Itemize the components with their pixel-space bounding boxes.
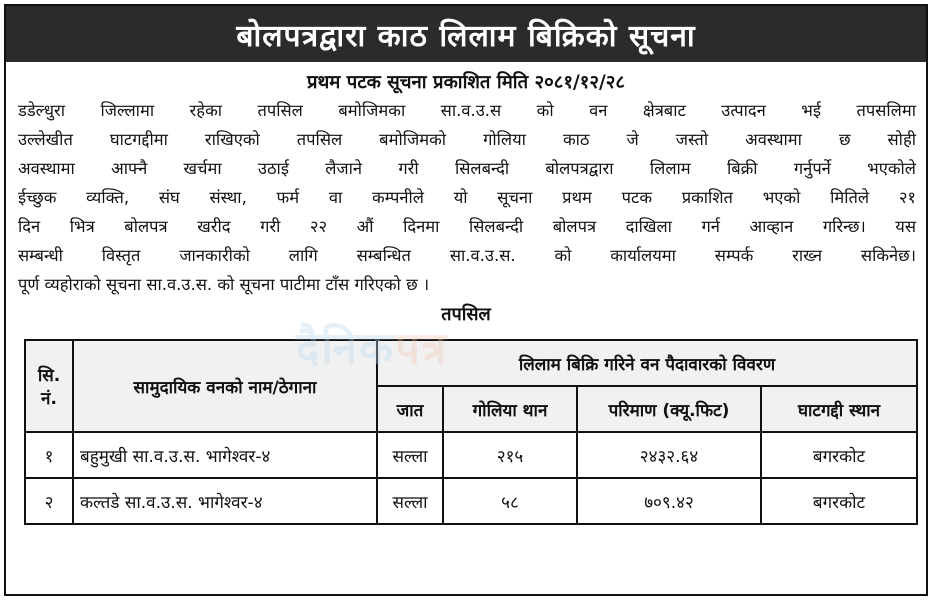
paragraph-line: दिन भित्र बोलपत्र खरीद गरी २२ औं दिनमा सिलबन्दी बोलपत्र दाखिला गर्न आव्हान गरिन्छ। यस (18, 217, 916, 236)
paragraph-line: उल्लेखीत घाटगद्दीमा राखिएको तपसिल बमोजिमको गोलिया काठ जे जस्तो अवस्थामा छ सोही (18, 130, 916, 149)
col-header-forest: सामुदायिक वनको नाम/ठेगाना (73, 340, 377, 432)
cell-depot: बगरकोट (761, 432, 917, 478)
auction-table (24, 339, 918, 525)
cell-species: सल्ला (377, 432, 443, 478)
cell-volume: २४३२.६४ (577, 432, 761, 478)
col-header-sn: सि. नं. (25, 340, 73, 432)
paragraph-line: पूर्ण व्यहोराको सूचना सा.व.उ.स. को सूचना पाटीमा टाँस गरिएको छ । (18, 275, 430, 294)
col-header-species: जात (377, 386, 443, 432)
cell-species: सल्ला (377, 478, 443, 524)
paragraph-line: डडेल्धुरा जिल्लामा रहेका तपसिल बमोजिमका सा.व.उ.स को वन क्षेत्रबाट उत्पादन भई तपसलिमा (18, 101, 916, 120)
cell-sn: २ (25, 478, 73, 524)
cell-forest: कल्तडे सा.व.उ.स. भागेश्वर-४ (73, 478, 377, 524)
col-header-depot: घाटगद्दी स्थान (761, 386, 917, 432)
table-header-row (25, 340, 917, 386)
paragraph-line: सम्बन्धी विस्तृत जानकारीको लागि सम्बन्धित सा.व.उ.स. को कार्यालयमा सम्पर्क राख्न सकिनेछ। (18, 246, 916, 265)
notice-title: बोलपत्रद्वारा काठ लिलाम बिक्रिको सूचना (236, 18, 696, 54)
cell-depot: बगरकोट (761, 478, 917, 524)
paragraph-line: ईच्छुक व्यक्ति, संघ संस्था, फर्म वा कम्पनीले यो सूचना प्रथम पटक प्रकाशित भएको मितिले २१ (18, 188, 916, 207)
cell-volume: ७०९.४२ (577, 478, 761, 524)
col-header-logs: गोलिया थान (443, 386, 577, 432)
publication-date-line: प्रथम पटक सूचना प्रकाशित मिति २०८१/१२/२८ (306, 72, 626, 93)
cell-forest: बहुमुखी सा.व.उ.स. भागेश्वर-४ (73, 432, 377, 478)
watermark-text: दैनिक (296, 323, 395, 374)
table-row (25, 478, 917, 524)
cell-logs: ५८ (443, 478, 577, 524)
col-header-group: लिलाम बिक्रि गरिने वन पैदावारको विवरण (377, 340, 917, 386)
cell-sn: १ (25, 432, 73, 478)
notice-header (6, 6, 926, 62)
table-row (25, 432, 917, 478)
cell-logs: २१५ (443, 432, 577, 478)
notice-box (4, 4, 928, 596)
watermark-text: पत्र (394, 323, 449, 374)
col-header-volume: परिमाण (क्यू.फिट) (577, 386, 761, 432)
schedule-heading: तपसिल (441, 304, 491, 325)
notice-paragraph (6, 96, 926, 299)
paragraph-line: अवस्थामा आफ्नै खर्चमा उठाई लैजाने गरी सिलबन्दी बोलपत्रद्वारा लिलाम बिक्री गर्नुपर्ने भएकोले (18, 159, 916, 178)
